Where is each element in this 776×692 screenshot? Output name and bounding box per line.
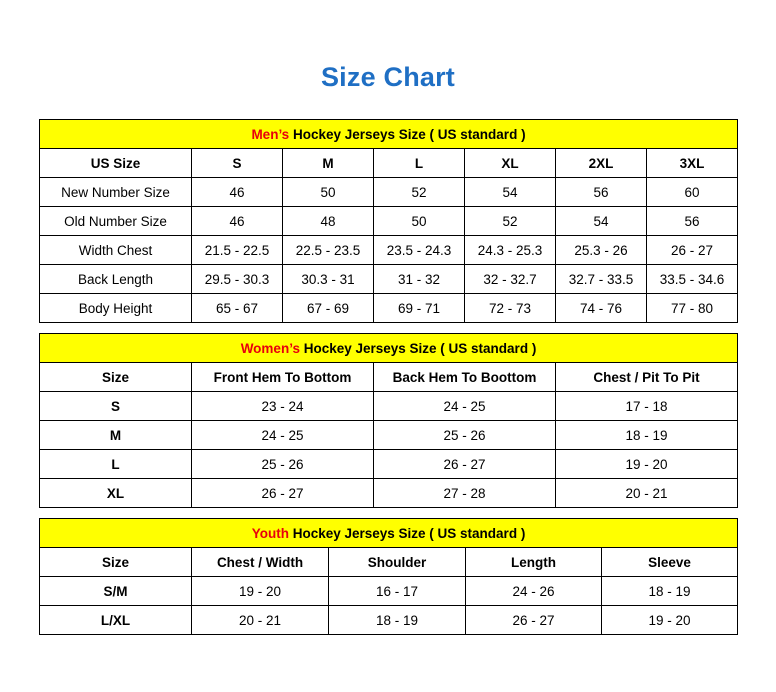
table-row — [40, 606, 738, 635]
table-row — [40, 236, 738, 265]
mens-col-5: 2XL — [556, 149, 647, 178]
womens-row-1-label: M — [40, 421, 192, 450]
youth-row-0-val-3: 18 - 19 — [602, 577, 738, 606]
youth-row-0-val-0: 19 - 20 — [192, 577, 329, 606]
womens-row-2-label: L — [40, 450, 192, 479]
mens-row-0-val-0: 46 — [192, 178, 283, 207]
mens-row-0-val-2: 52 — [374, 178, 465, 207]
womens-row-3-val-2: 20 - 21 — [556, 479, 738, 508]
mens-row-4-val-5: 77 - 80 — [647, 294, 738, 323]
table-row — [40, 294, 738, 323]
table-row — [40, 265, 738, 294]
mens-banner-cell — [40, 120, 738, 149]
mens-row-2-val-1: 22.5 - 23.5 — [283, 236, 374, 265]
table-row — [40, 577, 738, 606]
size-chart-tables — [39, 119, 737, 635]
mens-col-2: M — [283, 149, 374, 178]
table-row — [40, 178, 738, 207]
mens-row-0-label: New Number Size — [40, 178, 192, 207]
youth-row-0-label: S/M — [40, 577, 192, 606]
womens-row-2-val-0: 25 - 26 — [192, 450, 374, 479]
womens-row-0-label: S — [40, 392, 192, 421]
womens-row-0-val-2: 17 - 18 — [556, 392, 738, 421]
table-row — [40, 421, 738, 450]
womens-header-row — [40, 363, 738, 392]
youth-col-4: Sleeve — [602, 548, 738, 577]
youth-col-1: Chest / Width — [192, 548, 329, 577]
youth-size-table — [39, 518, 738, 635]
mens-row-4-val-1: 67 - 69 — [283, 294, 374, 323]
youth-row-1-val-3: 19 - 20 — [602, 606, 738, 635]
mens-banner-row — [40, 120, 738, 149]
table-row — [40, 479, 738, 508]
womens-row-2-val-2: 19 - 20 — [556, 450, 738, 479]
mens-row-0-val-4: 56 — [556, 178, 647, 207]
womens-col-2: Back Hem To Boottom — [374, 363, 556, 392]
youth-row-1-val-1: 18 - 19 — [329, 606, 466, 635]
womens-col-1: Front Hem To Bottom — [192, 363, 374, 392]
mens-row-3-val-1: 30.3 - 31 — [283, 265, 374, 294]
mens-banner-accent: Men’s — [251, 126, 290, 142]
mens-col-6: 3XL — [647, 149, 738, 178]
womens-size-table — [39, 333, 738, 508]
womens-banner-cell — [40, 334, 738, 363]
womens-row-1-val-1: 25 - 26 — [374, 421, 556, 450]
mens-row-1-label: Old Number Size — [40, 207, 192, 236]
mens-row-0-val-1: 50 — [283, 178, 374, 207]
youth-row-1-label: L/XL — [40, 606, 192, 635]
womens-banner-rest: Hockey Jerseys Size ( US standard ) — [299, 340, 537, 356]
womens-banner-row — [40, 334, 738, 363]
youth-row-1-val-2: 26 - 27 — [466, 606, 602, 635]
table-row — [40, 207, 738, 236]
mens-row-2-val-4: 25.3 - 26 — [556, 236, 647, 265]
mens-banner-rest: Hockey Jerseys Size ( US standard ) — [289, 126, 526, 142]
mens-row-1-val-1: 48 — [283, 207, 374, 236]
youth-row-0-val-2: 24 - 26 — [466, 577, 602, 606]
mens-row-1-val-3: 52 — [465, 207, 556, 236]
mens-col-0: US Size — [40, 149, 192, 178]
youth-banner-rest: Hockey Jerseys Size ( US standard ) — [288, 525, 526, 541]
mens-row-1-val-5: 56 — [647, 207, 738, 236]
mens-row-0-val-3: 54 — [465, 178, 556, 207]
mens-row-2-val-3: 24.3 - 25.3 — [465, 236, 556, 265]
mens-row-2-label: Width Chest — [40, 236, 192, 265]
womens-row-3-val-1: 27 - 28 — [374, 479, 556, 508]
womens-row-0-val-1: 24 - 25 — [374, 392, 556, 421]
mens-col-3: L — [374, 149, 465, 178]
youth-row-1-val-0: 20 - 21 — [192, 606, 329, 635]
table-row — [40, 450, 738, 479]
mens-row-0-val-5: 60 — [647, 178, 738, 207]
youth-col-2: Shoulder — [329, 548, 466, 577]
mens-row-4-val-4: 74 - 76 — [556, 294, 647, 323]
section-divider-1 — [39, 323, 737, 333]
youth-col-0: Size — [40, 548, 192, 577]
mens-row-3-val-0: 29.5 - 30.3 — [192, 265, 283, 294]
mens-col-4: XL — [465, 149, 556, 178]
mens-row-3-val-3: 32 - 32.7 — [465, 265, 556, 294]
section-divider-2 — [39, 508, 737, 518]
womens-row-3-label: XL — [40, 479, 192, 508]
mens-row-3-val-4: 32.7 - 33.5 — [556, 265, 647, 294]
womens-row-2-val-1: 26 - 27 — [374, 450, 556, 479]
mens-row-2-val-0: 21.5 - 22.5 — [192, 236, 283, 265]
womens-row-1-val-0: 24 - 25 — [192, 421, 374, 450]
mens-row-3-val-5: 33.5 - 34.6 — [647, 265, 738, 294]
youth-col-3: Length — [466, 548, 602, 577]
mens-row-1-val-0: 46 — [192, 207, 283, 236]
mens-row-4-val-2: 69 - 71 — [374, 294, 465, 323]
womens-col-0: Size — [40, 363, 192, 392]
womens-row-1-val-2: 18 - 19 — [556, 421, 738, 450]
womens-banner-accent: Women’s — [240, 340, 300, 356]
womens-row-0-val-0: 23 - 24 — [192, 392, 374, 421]
mens-size-table — [39, 119, 738, 323]
mens-row-4-val-0: 65 - 67 — [192, 294, 283, 323]
youth-banner-cell — [40, 519, 738, 548]
mens-row-3-val-2: 31 - 32 — [374, 265, 465, 294]
youth-banner-row — [40, 519, 738, 548]
youth-header-row — [40, 548, 738, 577]
womens-col-3: Chest / Pit To Pit — [556, 363, 738, 392]
mens-row-1-val-4: 54 — [556, 207, 647, 236]
mens-row-4-val-3: 72 - 73 — [465, 294, 556, 323]
mens-row-1-val-2: 50 — [374, 207, 465, 236]
mens-col-1: S — [192, 149, 283, 178]
mens-row-2-val-5: 26 - 27 — [647, 236, 738, 265]
womens-row-3-val-0: 26 - 27 — [192, 479, 374, 508]
mens-row-2-val-2: 23.5 - 24.3 — [374, 236, 465, 265]
mens-row-3-label: Back Length — [40, 265, 192, 294]
youth-row-0-val-1: 16 - 17 — [329, 577, 466, 606]
mens-row-4-label: Body Height — [40, 294, 192, 323]
table-row — [40, 392, 738, 421]
youth-banner-accent: Youth — [251, 525, 289, 541]
mens-header-row — [40, 149, 738, 178]
page-title: Size Chart — [320, 62, 456, 92]
